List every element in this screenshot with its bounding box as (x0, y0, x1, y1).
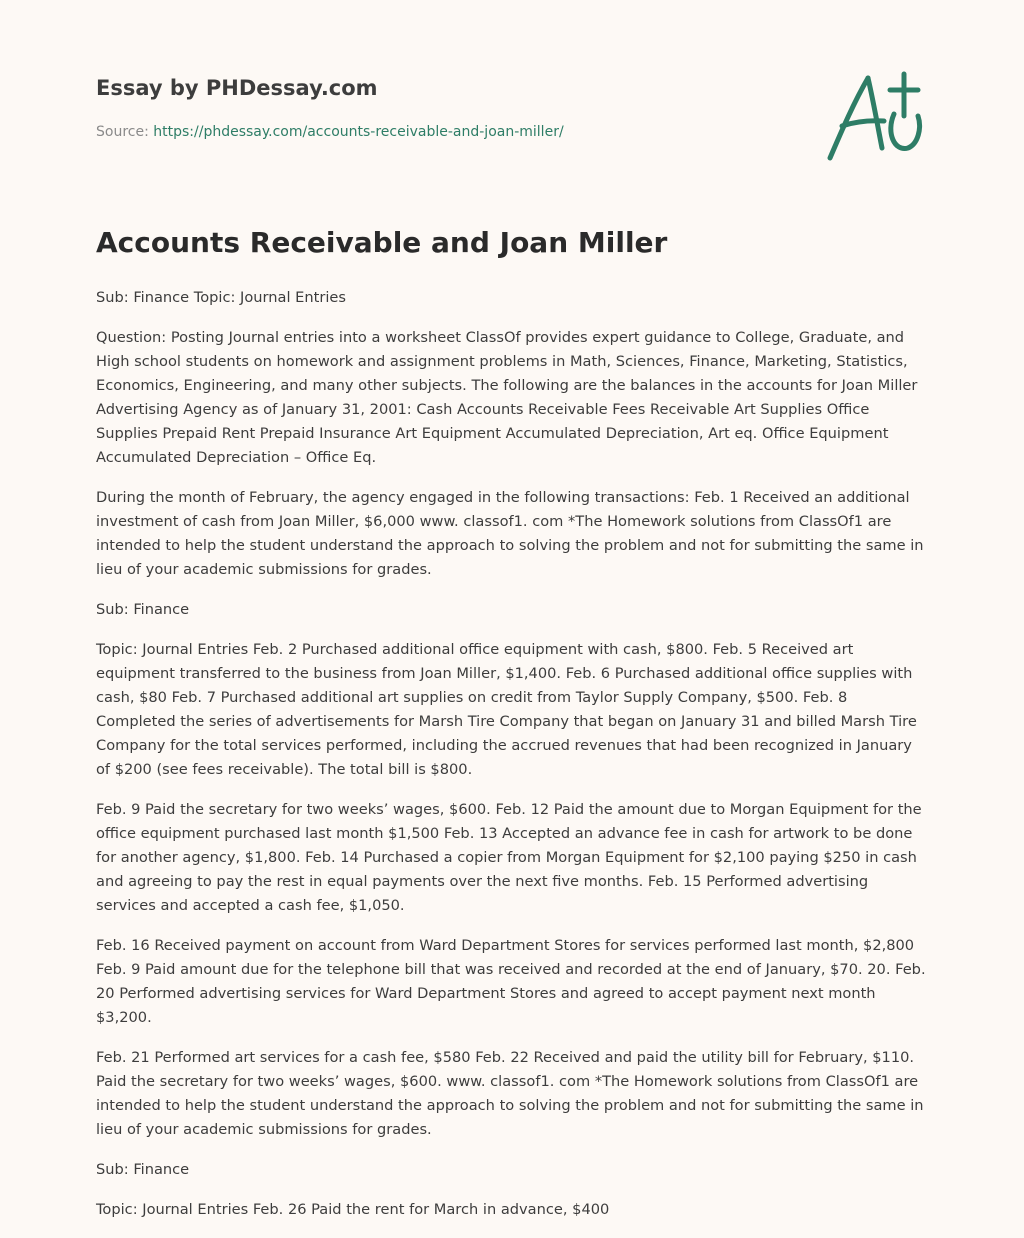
paragraph: Question: Posting Journal entries into a worksheet ClassOf provides expert guidance to College, Graduate, and High school students on homework and assignment problems in Math, Sciences, Finance, Marketing, Statistics, Economics, Engineering, and many other subjects. The following are the balances in the accounts for Joan Miller Advertising Agency as of January 31, 2001: Cash Accounts Receivable Fees Receivable Art Supplies Office Supplies Prepaid Rent Prepaid Insurance Art Equipment Accumulated Depreciation, Art eq. Office Equipment Accumulated Depreciation – Office Eq. (96, 329, 918, 466)
source-link[interactable]: https://phdessay.com/accounts-receivable-and-joan-miller/ (153, 124, 564, 140)
paragraph: Sub: Finance Topic: Journal Entries (96, 289, 347, 306)
source-label: Source: (96, 124, 149, 140)
page-title: Accounts Receivable and Joan Miller (96, 226, 668, 259)
a-plus-logo-icon (824, 68, 928, 164)
essay-body (96, 286, 928, 1238)
paragraph: Topic: Journal Entries Feb. 26 Paid the rent for March in advance, $400 (96, 1201, 610, 1218)
paragraph: During the month of February, the agency engaged in the following transactions: Feb. 1 Received an additional investment of cash from Joan Miller, $6,000 www. classof1. com *The Homework solutions from ClassOf1 are intended to help the student understand the approach to solving the problem and not for submitting the same in lieu of your academic submissions for grades. (96, 489, 924, 578)
paragraph: Topic: Journal Entries Feb. 2 Purchased additional office equipment with cash, $800. Feb. 5 Received art equipment transferred to the business from Joan Miller, $1,400. Feb. 6 Purchased additional office supplies with cash, $80 Feb. 7 Purchased additional art supplies on credit from Taylor Supply Company, $500. Feb. 8 Completed the series of advertisements for Marsh Tire Company that began on January 31 and billed Marsh Tire Company for the total services performed, including the accrued revenues that had been recognized in January of $200 (see fees receivable). The total bill is $800. (96, 641, 917, 778)
paragraph: Feb. 9 Paid the secretary for two weeks’ wages, $600. Feb. 12 Paid the amount due to Morgan Equipment for the office equipment purchased last month $1,500 Feb. 13 Accepted an advance fee in cash for artwork to be done for another agency, $1,800. Feb. 14 Purchased a copier from Morgan Equipment for $2,100 paying $250 in cash and agreeing to pay the rest in equal payments over the next five months. Feb. 15 Performed advertising services and accepted a cash fee, $1,050. (96, 801, 922, 914)
brand-heading: Essay by PHDessay.com (96, 76, 378, 100)
paragraph: Sub: Finance (96, 1161, 190, 1178)
paragraph: Sub: Finance (96, 601, 190, 618)
paragraph: Feb. 16 Received payment on account from Ward Department Stores for services performed last month, $2,800 Feb. 9 Paid amount due for the telephone bill that was received and recorded at the end of January, $70. 20. Feb. 20 Performed advertising services for Ward Department Stores and agreed to accept payment next month $3,200. (96, 937, 926, 1026)
paragraph: Feb. 21 Performed art services for a cash fee, $580 Feb. 22 Received and paid the utility bill for February, $110. Paid the secretary for two weeks’ wages, $600. www. classof1. com *The Homework solutions from ClassOf1 are intended to help the student understand the approach to solving the problem and not for submitting the same in lieu of your academic submissions for grades. (96, 1049, 924, 1138)
source-line (96, 124, 564, 140)
